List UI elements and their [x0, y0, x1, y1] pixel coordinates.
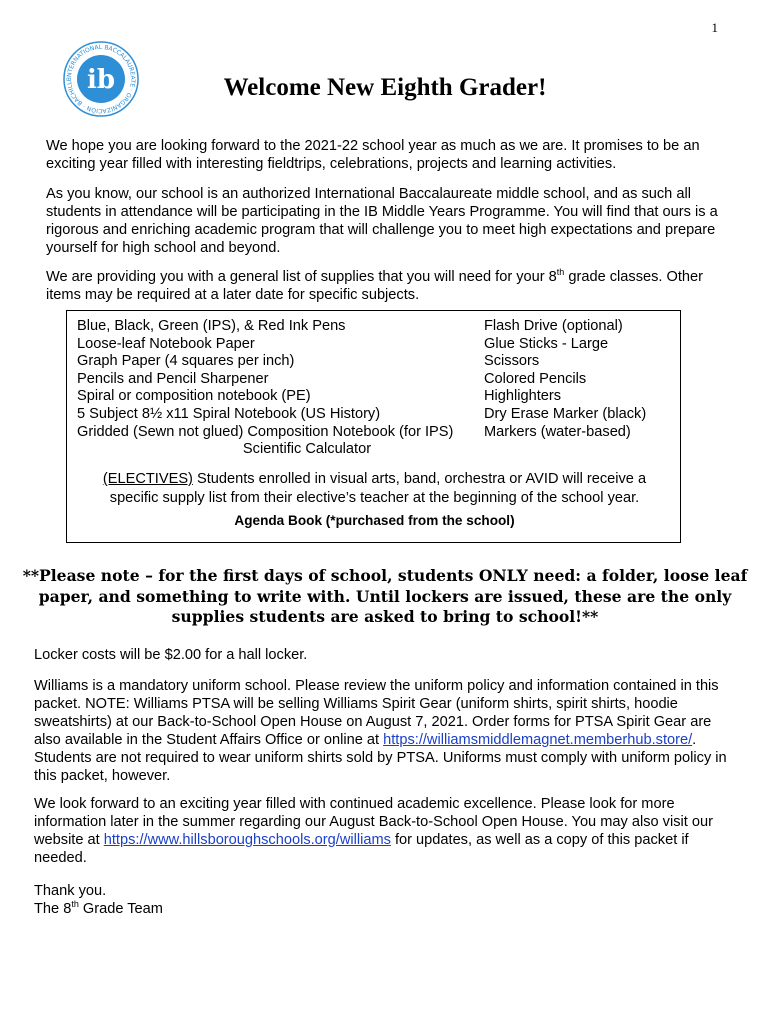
uniform-text: Williams is a mandatory uniform school. Please review the uniform policy and information contained in this packet. NOTE: Williams PTSA will be selling Williams Spirit Gear (uniform shirts, spirit shirts, hoodie sweatshirts) at our Back-to-School Open House on August 7, 2021. Order forms for PTSA Spirit Gear are also available in the Student Affairs Office or online at	[34, 678, 719, 748]
supply-item: Loose-leaf Notebook Paper	[77, 335, 255, 352]
ordinal-suffix: th	[71, 899, 79, 910]
supply-item: Flash Drive (optional)	[484, 318, 623, 334]
thank-you-line: Thank you.	[34, 883, 107, 899]
page-number: 1	[711, 20, 718, 35]
supply-column-left	[77, 318, 453, 441]
intro-paragraph-3	[46, 268, 726, 304]
closing-text-cont: for updates, as well as a copy of this packet if needed.	[34, 832, 689, 866]
supply-item: Glue Sticks - Large	[484, 335, 609, 352]
signature	[34, 882, 734, 918]
first-days-notice: **Please note – for the first days of school, students ONLY need: a folder, loose leaf paper, and something to write with. Until lockers are issued, these are the only supplies students are asked to bring to school!**	[22, 566, 748, 626]
supply-item: Highlighters	[484, 388, 562, 405]
supplies-intro-text-cont: grade classes. Other items may be required at a later date for specific subjects.	[46, 269, 704, 303]
closing-text: We look forward to an exciting year filled with continued academic excellence. Please look for more information later in the summer regarding our August Back-to-School Open House. You may also visit our website at	[34, 796, 713, 848]
uniform-text-cont: . Students are not required to wear uniform shirts sold by PTSA. Uniforms must comply with uniform policy in this packet, however.	[34, 732, 727, 784]
supply-item: Markers (water-based)	[484, 423, 631, 440]
supply-list-box	[66, 310, 681, 543]
supplies-intro-text: We are providing you with a general list of supplies that you will need for your 8	[46, 269, 557, 285]
uniform-paragraph	[34, 677, 734, 785]
memberhub-store-link[interactable]: https://williamsmiddlemagnet.memberhub.store/	[383, 732, 693, 748]
electives-label: (ELECTIVES)	[102, 471, 193, 487]
team-text-cont: Grade Team	[78, 901, 163, 917]
team-text: The 8	[34, 901, 72, 917]
supply-item-calculator: Scientific Calculator	[242, 441, 372, 457]
intro-paragraph-2: As you know, our school is an authorized International Baccalaureate middle school, and as such all students in attendance will be participating in the IB Middle Years Programme. You will find that ours is a rigorous and enriching academic program that will challenge you to meet high expectations and prepare yourself for high school and beyond.	[46, 186, 718, 256]
agenda-book-note: Agenda Book (*purchased from the school)	[234, 513, 515, 528]
logo-center-text: ib	[86, 65, 116, 95]
electives-text: Students enrolled in visual arts, band, orchestra or AVID will receive a specific supply list from their elective’s teacher at the beginning of the school year.	[109, 471, 647, 506]
supply-column-right	[484, 318, 646, 441]
locker-cost-paragraph: Locker costs will be $2.00 for a hall locker.	[34, 647, 308, 663]
intro-paragraph-1: We hope you are looking forward to the 2021-22 school year as much as we are. It promises to be an exciting year filled with interesting fieldtrips, celebrations, projects and learning activities.	[46, 138, 700, 172]
supply-item: Spiral or composition notebook (PE)	[77, 388, 311, 405]
page-title: Welcome New Eighth Grader!	[223, 74, 547, 101]
logo-ring-text: INTERNATIONAL BACCALAUREATE · ORGANIZACIÓN · BACHILLE	[65, 43, 137, 115]
supply-item: Scissors	[484, 353, 540, 370]
electives-note	[77, 470, 672, 508]
school-website-link[interactable]: https://www.hillsboroughschools.org/williams	[103, 832, 391, 848]
supply-item: Blue, Black, Green (IPS), & Red Ink Pens	[77, 318, 346, 334]
team-signature-line	[34, 901, 163, 917]
supply-item: Gridded (Sewn not glued) Composition Notebook (for IPS)	[77, 423, 454, 440]
supply-item: Colored Pencils	[484, 370, 587, 387]
closing-paragraph	[34, 795, 734, 867]
supply-item: 5 Subject 8½ x11 Spiral Notebook (US History)	[77, 405, 381, 422]
supply-item: Dry Erase Marker (black)	[484, 405, 647, 422]
supply-item: Pencils and Pencil Sharpener	[77, 370, 269, 387]
supply-item: Graph Paper (4 squares per inch)	[77, 353, 295, 370]
ordinal-suffix: th	[556, 267, 565, 278]
